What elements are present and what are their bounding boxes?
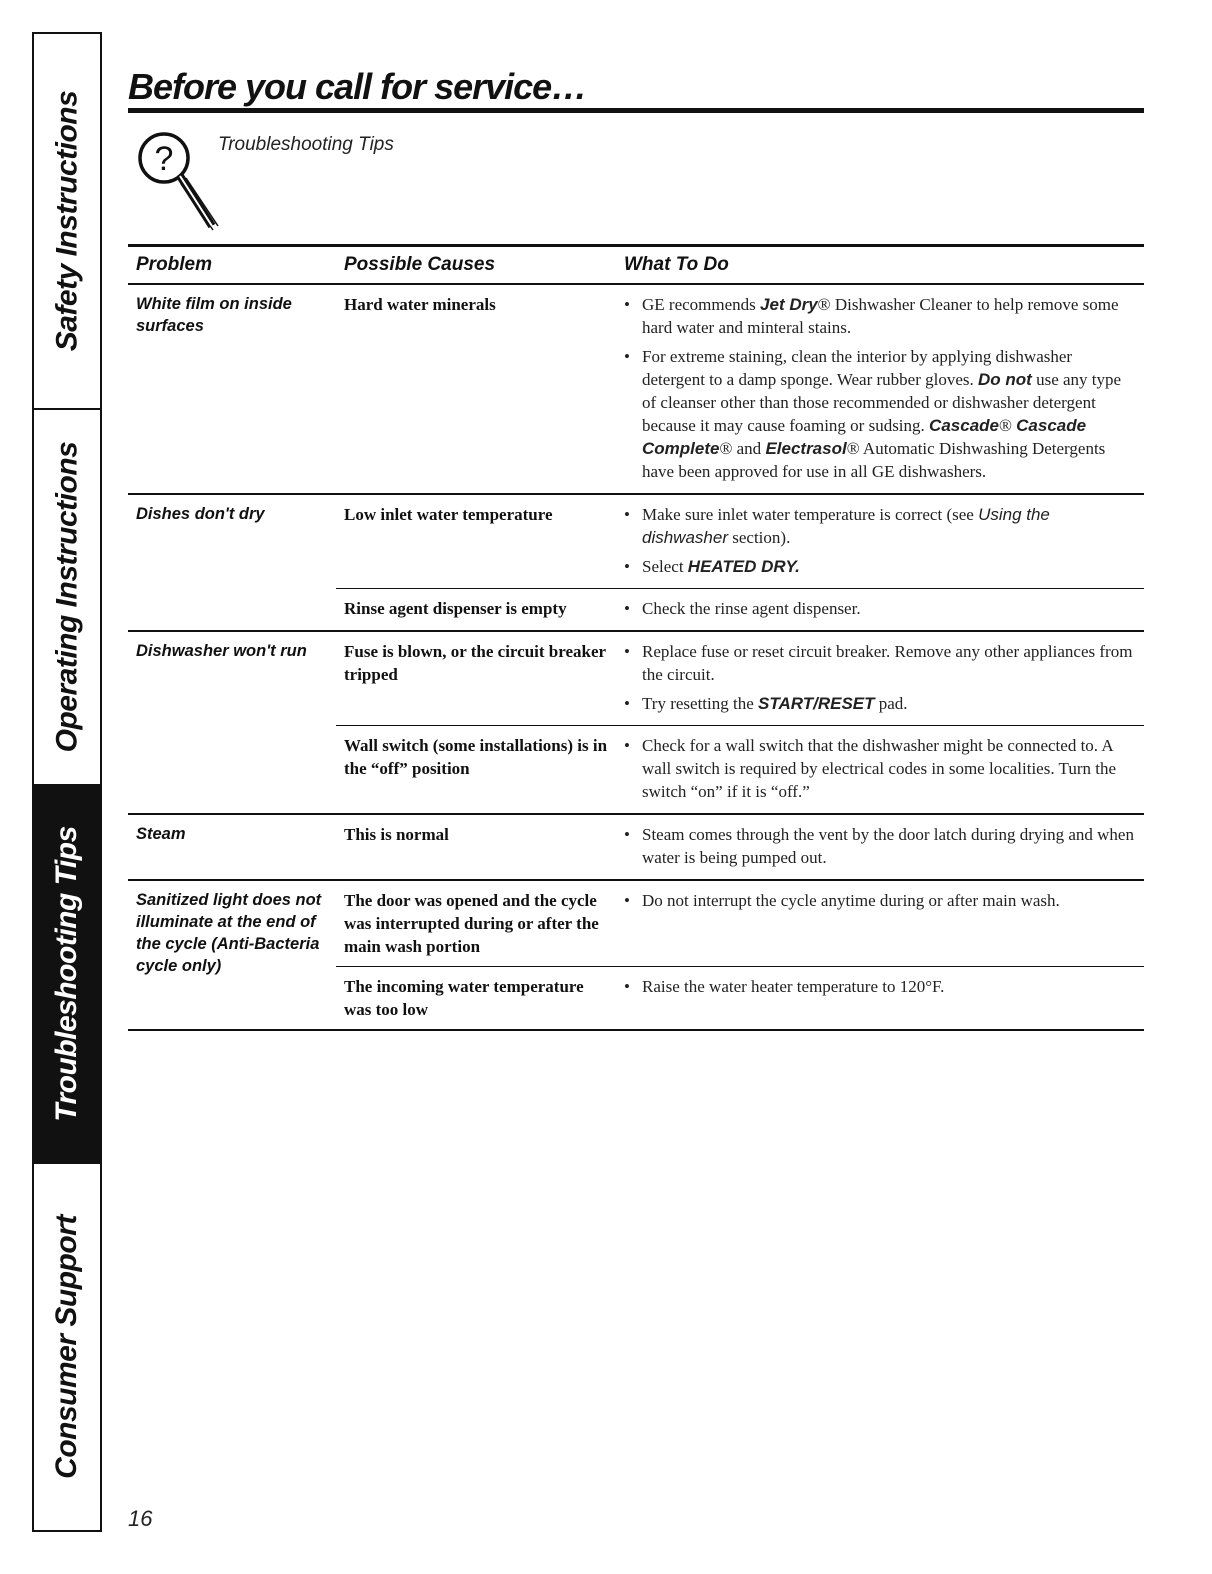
problem-cell: White film on inside surfaces	[136, 295, 292, 335]
todo-bullet	[624, 975, 1138, 998]
text-segment: ® Automatic Dishwashing Detergents have been approved for use in all GE dishwashers.	[642, 439, 1106, 481]
text-segment: ®	[998, 416, 1017, 435]
problem-cell: Steam	[136, 825, 186, 843]
todo-cell	[616, 285, 1144, 493]
table-row	[128, 881, 1144, 1031]
bullet-icon: •	[624, 599, 630, 618]
cause-cell: Rinse agent dispenser is empty	[344, 599, 567, 618]
cause-row	[336, 966, 1144, 1029]
bullet-text	[642, 823, 1138, 869]
text-segment: ® and	[719, 439, 766, 458]
brand-emphasis-text: HEATED DRY.	[687, 557, 800, 576]
text-segment: Raise the water heater temperature to 120°F.	[642, 977, 945, 996]
text-segment: Try resetting the	[642, 694, 759, 713]
brand-emphasis-text: Do not	[978, 370, 1032, 389]
svg-text:?: ?	[154, 140, 174, 178]
problem-cell: Dishwasher won't run	[136, 642, 307, 660]
cause-cell: This is normal	[344, 825, 449, 844]
cause-cell: Fuse is blown, or the circuit breaker tripped	[344, 642, 606, 684]
bullet-icon: •	[624, 505, 630, 524]
causes-group	[336, 815, 1144, 879]
header-causes: Possible Causes	[344, 254, 496, 275]
causes-group	[336, 881, 1144, 1029]
bullet-text	[642, 555, 1138, 578]
cause-cell: The incoming water temperature was too low	[344, 977, 584, 1019]
section-tabs	[32, 32, 102, 1532]
todo-bullet	[624, 640, 1138, 686]
cause-cell: Low inlet water temperature	[344, 505, 553, 524]
cause-cell: Hard water minerals	[344, 295, 496, 314]
tab-consumer-support[interactable]	[34, 1164, 100, 1530]
text-segment: Do not interrupt the cycle anytime during or after main wash.	[642, 891, 1060, 910]
todo-bullet	[624, 692, 1138, 715]
cause-row	[336, 285, 1144, 493]
todo-cell	[616, 967, 1144, 1029]
cause-row	[336, 632, 1144, 725]
todo-bullet	[624, 503, 1138, 549]
bullet-icon: •	[624, 347, 630, 366]
tab-operating-instructions[interactable]	[34, 410, 100, 786]
text-segment: Select	[642, 557, 688, 576]
todo-bullet	[624, 555, 1138, 578]
causes-group	[336, 285, 1144, 493]
emphasis-text: Using the dishwasher	[642, 505, 1050, 547]
tips-label: Troubleshooting Tips	[218, 134, 394, 155]
bullet-text	[642, 345, 1138, 483]
text-segment: Steam comes through the vent by the door latch during drying and when water is being pumped out.	[642, 825, 1134, 867]
brand-emphasis-text: Cascade Complete	[642, 416, 1087, 458]
bullet-text	[642, 889, 1138, 912]
bullet-text	[642, 293, 1138, 339]
text-segment: GE recommends	[642, 295, 761, 314]
problem-cell: Sanitized light does not illuminate at the end of the cycle (Anti-Bacteria cycle only)	[136, 891, 322, 975]
todo-cell	[616, 495, 1144, 588]
todo-cell	[616, 881, 1144, 966]
bullet-text	[642, 734, 1138, 803]
brand-emphasis-text: START/RESET	[758, 694, 875, 713]
todo-bullet	[624, 889, 1138, 912]
bullet-icon: •	[624, 825, 630, 844]
tab-troubleshooting-tips[interactable]	[34, 786, 100, 1164]
causes-group	[336, 632, 1144, 813]
text-segment: pad.	[874, 694, 908, 713]
bullet-text	[642, 692, 1138, 715]
header-todo: What To Do	[624, 254, 729, 275]
text-segment: Replace fuse or reset circuit breaker. Remove any other appliances from the circuit.	[642, 642, 1133, 684]
text-segment: Check for a wall switch that the dishwasher might be connected to. A wall switch is required by electrical codes in some localities. Turn the switch “on” if it is “off.”	[642, 736, 1116, 801]
brand-emphasis-text: Cascade	[929, 416, 999, 435]
tab-label: Operating Instructions	[50, 441, 84, 753]
troubleshooting-table	[128, 244, 1144, 1031]
todo-bullet	[624, 823, 1138, 869]
text-segment: Make sure inlet water temperature is correct (see	[642, 505, 979, 524]
bullet-text	[642, 597, 1138, 620]
table-row	[128, 815, 1144, 881]
text-segment: section).	[728, 528, 791, 547]
table-header	[128, 244, 1144, 285]
page-number: 16	[128, 1506, 153, 1531]
text-segment: ® Dishwasher Cleaner to help remove some hard water and minteral stains.	[642, 295, 1119, 337]
title-divider	[128, 108, 1144, 113]
todo-bullet	[624, 597, 1138, 620]
problem-cell: Dishes don't dry	[136, 505, 265, 523]
bullet-icon: •	[624, 891, 630, 910]
todo-bullet	[624, 734, 1138, 803]
text-segment: Check the rinse agent dispenser.	[642, 599, 861, 618]
cause-cell: Wall switch (some installations) is in the “off” position	[344, 736, 608, 778]
cause-row	[336, 881, 1144, 966]
text-segment: For extreme staining, clean the interior by applying dishwasher detergent to a damp sponge. Wear rubber gloves.	[642, 347, 1073, 389]
cause-row	[336, 495, 1144, 588]
bullet-text	[642, 503, 1138, 549]
todo-bullet	[624, 293, 1138, 339]
bullet-icon: •	[624, 295, 630, 314]
tab-label: Consumer Support	[50, 1215, 84, 1479]
page-title: Before you call for service…	[128, 66, 587, 107]
bullet-text	[642, 975, 1138, 998]
bullet-text	[642, 640, 1138, 686]
table-row	[128, 285, 1144, 495]
todo-bullet	[624, 345, 1138, 483]
table-row	[128, 495, 1144, 632]
cause-cell: The door was opened and the cycle was interrupted during or after the main wash portion	[344, 891, 599, 956]
tab-label: Safety Instructions	[50, 90, 83, 352]
bullet-icon: •	[624, 977, 630, 996]
cause-row	[336, 815, 1144, 879]
tab-safety-instructions[interactable]	[34, 34, 100, 410]
brand-emphasis-text: Jet Dry	[760, 295, 818, 314]
todo-cell	[616, 726, 1144, 813]
cause-row	[336, 588, 1144, 630]
text-segment: use any type of cleanser other than those recommended or dishwasher detergent because it may cause foaming or sudsing.	[642, 370, 1122, 435]
causes-group	[336, 495, 1144, 630]
bullet-icon: •	[624, 557, 630, 576]
bullet-icon: •	[624, 694, 630, 713]
bullet-icon: •	[624, 642, 630, 661]
table-row	[128, 632, 1144, 815]
tab-label: Troubleshooting Tips	[50, 826, 83, 1122]
todo-cell	[616, 815, 1144, 879]
brand-emphasis-text: Electrasol	[765, 439, 847, 458]
todo-cell	[616, 632, 1144, 725]
question-magnifier-icon	[134, 128, 224, 232]
table-body	[128, 285, 1144, 1031]
header-problem: Problem	[136, 254, 213, 275]
cause-row	[336, 725, 1144, 813]
bullet-icon: •	[624, 736, 630, 755]
todo-cell	[616, 589, 1144, 630]
